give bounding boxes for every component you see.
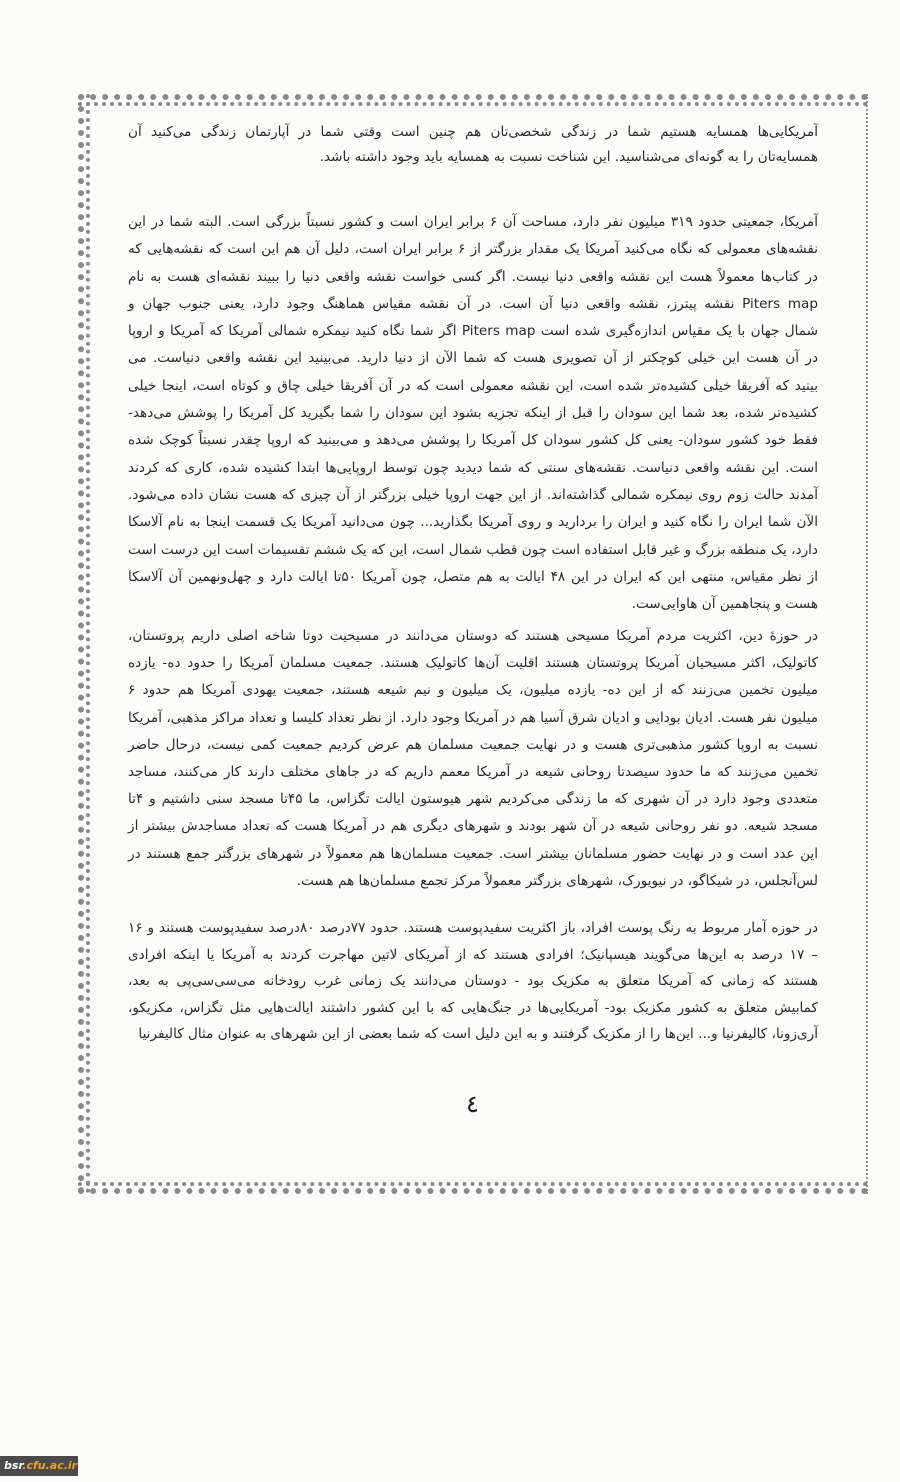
text-line: کمابیش متعلق به کشور مکزیک بود- آمریکایی‌ها در جنگ‌هایی که با این کشور داشتند ایالت‌هایی مثل تگزاس، مکزیکو، xyxy=(128,999,818,1016)
paragraph-population-maps xyxy=(128,209,818,618)
text-line: – ۱۷ درصد به این‌ها می‌گویند هیسپانیک؛ افرادی هستند که از آمریکای لاتین مهاجرت کردند به آمریکا یا اینکه افرادی xyxy=(128,946,818,963)
border-left-inner xyxy=(86,94,90,1194)
site-watermark xyxy=(0,1456,78,1476)
text-line: کاتولیک، اکثر مسیحیان آمریکا پروتستان هستند اقلیت آن‌ها کاتولیک هستند. جمعیت مسلمان آمریکا را حدود ده- یازده xyxy=(128,655,818,672)
text-line: آمریکایی‌ها همسایه هستیم شما در زندگی شخصی‌تان هم چنین است وقتی شما در آپارتمان زندگی می‌کنید آن xyxy=(128,124,818,140)
text-line: است. این نقشه واقعی دنیاست. نقشه‌های سنتی که شما دیدید چون توسط اروپایی‌ها ابتدا کشیده شده، کاری که کردند xyxy=(128,459,818,476)
text-line: الآن شما ایران را نگاه کنید و ایران را بردارید و روی آمریکا بگذارید... چون می‌دانید آمریکا یک قسمت اینجا به نام آلاسکا xyxy=(128,514,818,531)
text-line: دارد، یک منطقه بزرگ و غیر قابل استفاده است چون قطب شمال است، این که یک ششم تقسیمات است این درست است xyxy=(128,541,818,558)
text-line: Piters map نقشه پیترز، نقشه واقعی دنیا آن است. در آن نقشه مقیاس هماهنگ وجود دارد، یعنی جنوب جهان و xyxy=(128,295,819,312)
border-right xyxy=(866,94,868,1194)
border-bottom xyxy=(78,1188,868,1194)
border-top-inner xyxy=(78,102,868,106)
text-line: در آن هست این خیلی کوچکتر از آن تصویری هست که شما الآن از دنیا دارید. می‌بینید این نقشه واقعی دنیاست. می xyxy=(128,350,818,367)
border-top xyxy=(78,94,868,100)
text-line: شمال جهان با یک مقیاس اندازه‌گیری شده است Piters map اگر شما نگاه کنید نیمکره شمالی آمریکا که آمریکا و اروپا xyxy=(128,323,818,340)
text-line: تخمین می‌زنند که ما حدود سیصدتا روحانی شیعه در آمریکا معمم داریم که در جاهای مختلف دارند کار می‌کنند، مساجد xyxy=(128,763,818,780)
text-line: مسجد شیعه. دو نفر روحانی شیعه در آن شهر بودند و شهرهای دیگری هم در آمریکا هست که تعداد مساجدش بیشتر از xyxy=(128,818,818,835)
text-line: آمدند حالت زوم روی نیمکره شمالی گذاشته‌اند. از این جهت اروپا خیلی بزرگتر از آن چیزی که هست نشان داده می‌شود. xyxy=(128,486,818,503)
text-line: در حوزه آمار مربوط به رنگ پوست افراد، باز اکثریت سفیدپوست هستند. حدود ۷۷درصد ۸۰درصد سفیدپوست هستند و ۱۶ xyxy=(128,920,819,936)
text-line: هستند که زمانی که آمریکا متعلق به مکزیک بود - دوستان می‌دانند یک زمانی غرب رودخانه می‌سی‌سی‌پی به بعد، xyxy=(128,973,818,989)
text-line: آمریکا، جمعیتی حدود ۳۱۹ میلیون نفر دارد، مساحت آن ۶ برابر ایران است و کشور نسبتاً بزرگی است. البته شما در این xyxy=(128,214,818,230)
text-line: هست و پنجاهمین آن هاوایی‌ست. xyxy=(631,596,818,613)
text-line: میلیون نفر هست. ادیان بودایی و ادیان شرق آسیا هم در آمریکا وجود دارد. از نظر تعداد کلیسا و تعداد مراکز مذهبی، آمریکا xyxy=(128,709,818,726)
page-number: ٤ xyxy=(466,1090,479,1118)
text-line: بینید که آفریقا خیلی کشیده‌تر شده است، این نقشه معمولی است که در آن آفریقا خیلی چاق و کوتاه است، اینجا خیلی xyxy=(128,377,818,394)
paragraph-ethnicity xyxy=(128,915,818,1048)
watermark-part2: .cfu.ac.ir xyxy=(22,1459,78,1472)
paragraph-neighbors xyxy=(128,120,818,169)
text-line: این عدد است و در نهایت حضور مسلمانان بیشتر است. جمعیت مسلمان‌ها هم معمولاً در شهرهای بزرگتر جمع هستند در xyxy=(128,845,818,862)
text-line: نقشه‌های معمولی که نگاه می‌کنید آمریکا یک مقدار بزرگتر از ۶ برابر ایران است، دلیل آن هم این است که نقشه‌هایی که xyxy=(128,241,818,258)
text-line: نسبت به اروپا کشور مذهبی‌تری هست و در نهایت جمعیت مسلمان هم عرض کردیم جمعیت کمی نیست، درحال حاضر xyxy=(128,736,818,753)
text-line: از نظر مقیاس، منتهی این که ایران در این ۴۸ ایالت به هم متصل، چون آمریکا ۵۰تا ایالت دارد و چهل‌ونهمین آن آلاسکا xyxy=(128,568,818,585)
text-line: لس‌آنجلس، در شیکاگو، در نیویورک، شهرهای بزرگتر معمولاً مرکز تجمع مسلمان‌ها هم هست. xyxy=(296,872,818,889)
text-line: کشیده‌تر شده، بعد شما این سودان را قبل از اینکه تجزیه بشود این سودان را شما بگیرید کل آمریکا را پوشش می‌دهد- xyxy=(128,405,818,422)
watermark-part1: bsr xyxy=(4,1459,23,1472)
paragraph-religion xyxy=(128,623,818,895)
text-line: در حوزهٔ دین، اکثریت مردم آمریکا مسیحی هستند که دوستان می‌دانند در مسیحیت دوتا شاخه اصلی داریم پروتستان، xyxy=(128,628,818,644)
border-bottom-inner xyxy=(78,1182,868,1186)
text-line: فقط خود کشور سودان- یعنی کل کشور سودان کل آمریکا را پوشش می‌دهد و می‌بینید که اروپا چقدر نسبتاً کوچک شده xyxy=(128,432,818,449)
text-line: همسایه‌تان را به گونه‌ای می‌شناسید. این شناخت نسبت به همسایه باید وجود داشته باشد. xyxy=(319,148,818,165)
text-line: آری‌زونا، کالیفرنیا و... این‌ها را از مکزیک گرفتند و به این دلیل است که شما بعضی از این شهرهای به عنوان مثال کالیفرنیا xyxy=(138,1026,818,1042)
text-line: در کتاب‌ها معمولاً هست این نقشه واقعی دنیا نیست. اگر کسی خواست نقشه واقعی دنیا را ببیند نقشه‌ای هست به نام xyxy=(128,268,818,285)
text-line: میلیون تخمین می‌زنند که از این ده- یازده میلیون، یک میلیون و نیم شیعه هستند، جمعیت یهودی آمریکا هم حدود ۶ xyxy=(128,682,818,699)
text-line: متعددی وجود دارد در آن شهری که ما زندگی می‌کردیم شهر هیوستون ایالت تگزاس، ما ۴۵تا مسجد سنی داشتیم و ۴تا xyxy=(128,791,818,808)
border-left xyxy=(78,94,84,1194)
